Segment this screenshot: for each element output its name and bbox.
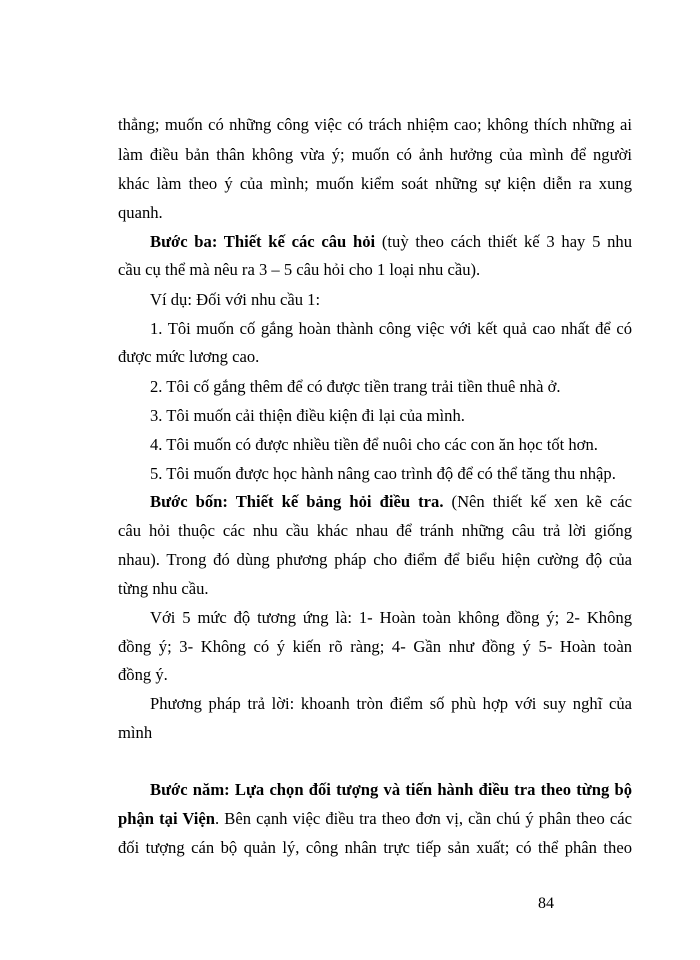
step-heading-line: Bước bốn: Thiết kế bảng hỏi điều tra. (Nên thiết kế xen kẽ các (150, 492, 632, 511)
text-line: thẳng; muốn có những công việc có trách nhiệm cao; không thích những ai (118, 115, 632, 134)
text-line: đồng ý. (118, 665, 168, 684)
step-heading-line (150, 780, 632, 800)
text-line: nhau). Trong đó dùng phương pháp cho điểm để biểu hiện cường độ của (118, 550, 632, 569)
text-line: được mức lương cao. (118, 347, 260, 366)
text-line: mình (118, 723, 153, 742)
text-line: Với 5 mức độ tương ứng là: 1- Hoàn toàn không đồng ý; 2- Không (150, 608, 632, 627)
step-heading-line: Bước ba: Thiết kế các câu hỏi (tuỳ theo cách thiết kế 3 hay 5 nhu (150, 232, 632, 251)
text-line: khác làm theo ý của mình; muốn kiểm soát những sự kiện diễn ra xung (118, 174, 632, 193)
list-item: 3. Tôi muốn cải thiện điều kiện đi lại của mình. (150, 406, 465, 425)
text-line: làm điều bản thân không vừa ý; muốn có ảnh hưởng của mình để người (118, 145, 632, 164)
list-item: 1. Tôi muốn cố gắng hoàn thành công việc với kết quả cao nhất để có (150, 319, 632, 338)
step-title: phận tại Viện (118, 809, 215, 828)
text-line: Ví dụ: Đối với nhu cầu 1: (150, 290, 321, 309)
list-item: 5. Tôi muốn được học hành nâng cao trình độ để có thể tăng thu nhập. (150, 464, 616, 483)
text-line: câu hỏi thuộc các nhu cầu khác nhau để tránh những câu trả lời giống (118, 521, 632, 540)
list-item: 2. Tôi cố gắng thêm để có được tiền trang trải tiền thuê nhà ở. (150, 377, 561, 396)
text-line: đối tượng cán bộ quản lý, công nhân trực tiếp sản xuất; có thể phân theo (118, 838, 632, 857)
text-line: quanh. (118, 203, 163, 222)
step-title: Bước năm: Lựa chọn đối tượng và tiến hành điều tra theo từng bộ (150, 780, 632, 799)
page-number: 84 (538, 895, 554, 912)
text-line: cầu cụ thể mà nêu ra 3 – 5 câu hỏi cho 1 loại nhu cầu). (118, 260, 481, 279)
list-item: 4. Tôi muốn có được nhiều tiền để nuôi cho các con ăn học tốt hơn. (150, 435, 598, 454)
step-heading-line: phận tại Viện. Bên cạnh việc điều tra theo đơn vị, cần chú ý phân theo các (118, 809, 633, 828)
text-line: Phương pháp trả lời: khoanh tròn điểm số phù hợp với suy nghĩ của (150, 694, 632, 713)
step-title: Bước bốn: Thiết kế bảng hỏi điều tra. (150, 492, 444, 511)
text-line: từng nhu cầu. (118, 579, 209, 598)
step-title: Bước ba: Thiết kế các câu hỏi (150, 232, 376, 251)
text-line: đồng ý; 3- Không có ý kiến rõ ràng; 4- Gần như đồng ý 5- Hoàn toàn (118, 637, 632, 656)
